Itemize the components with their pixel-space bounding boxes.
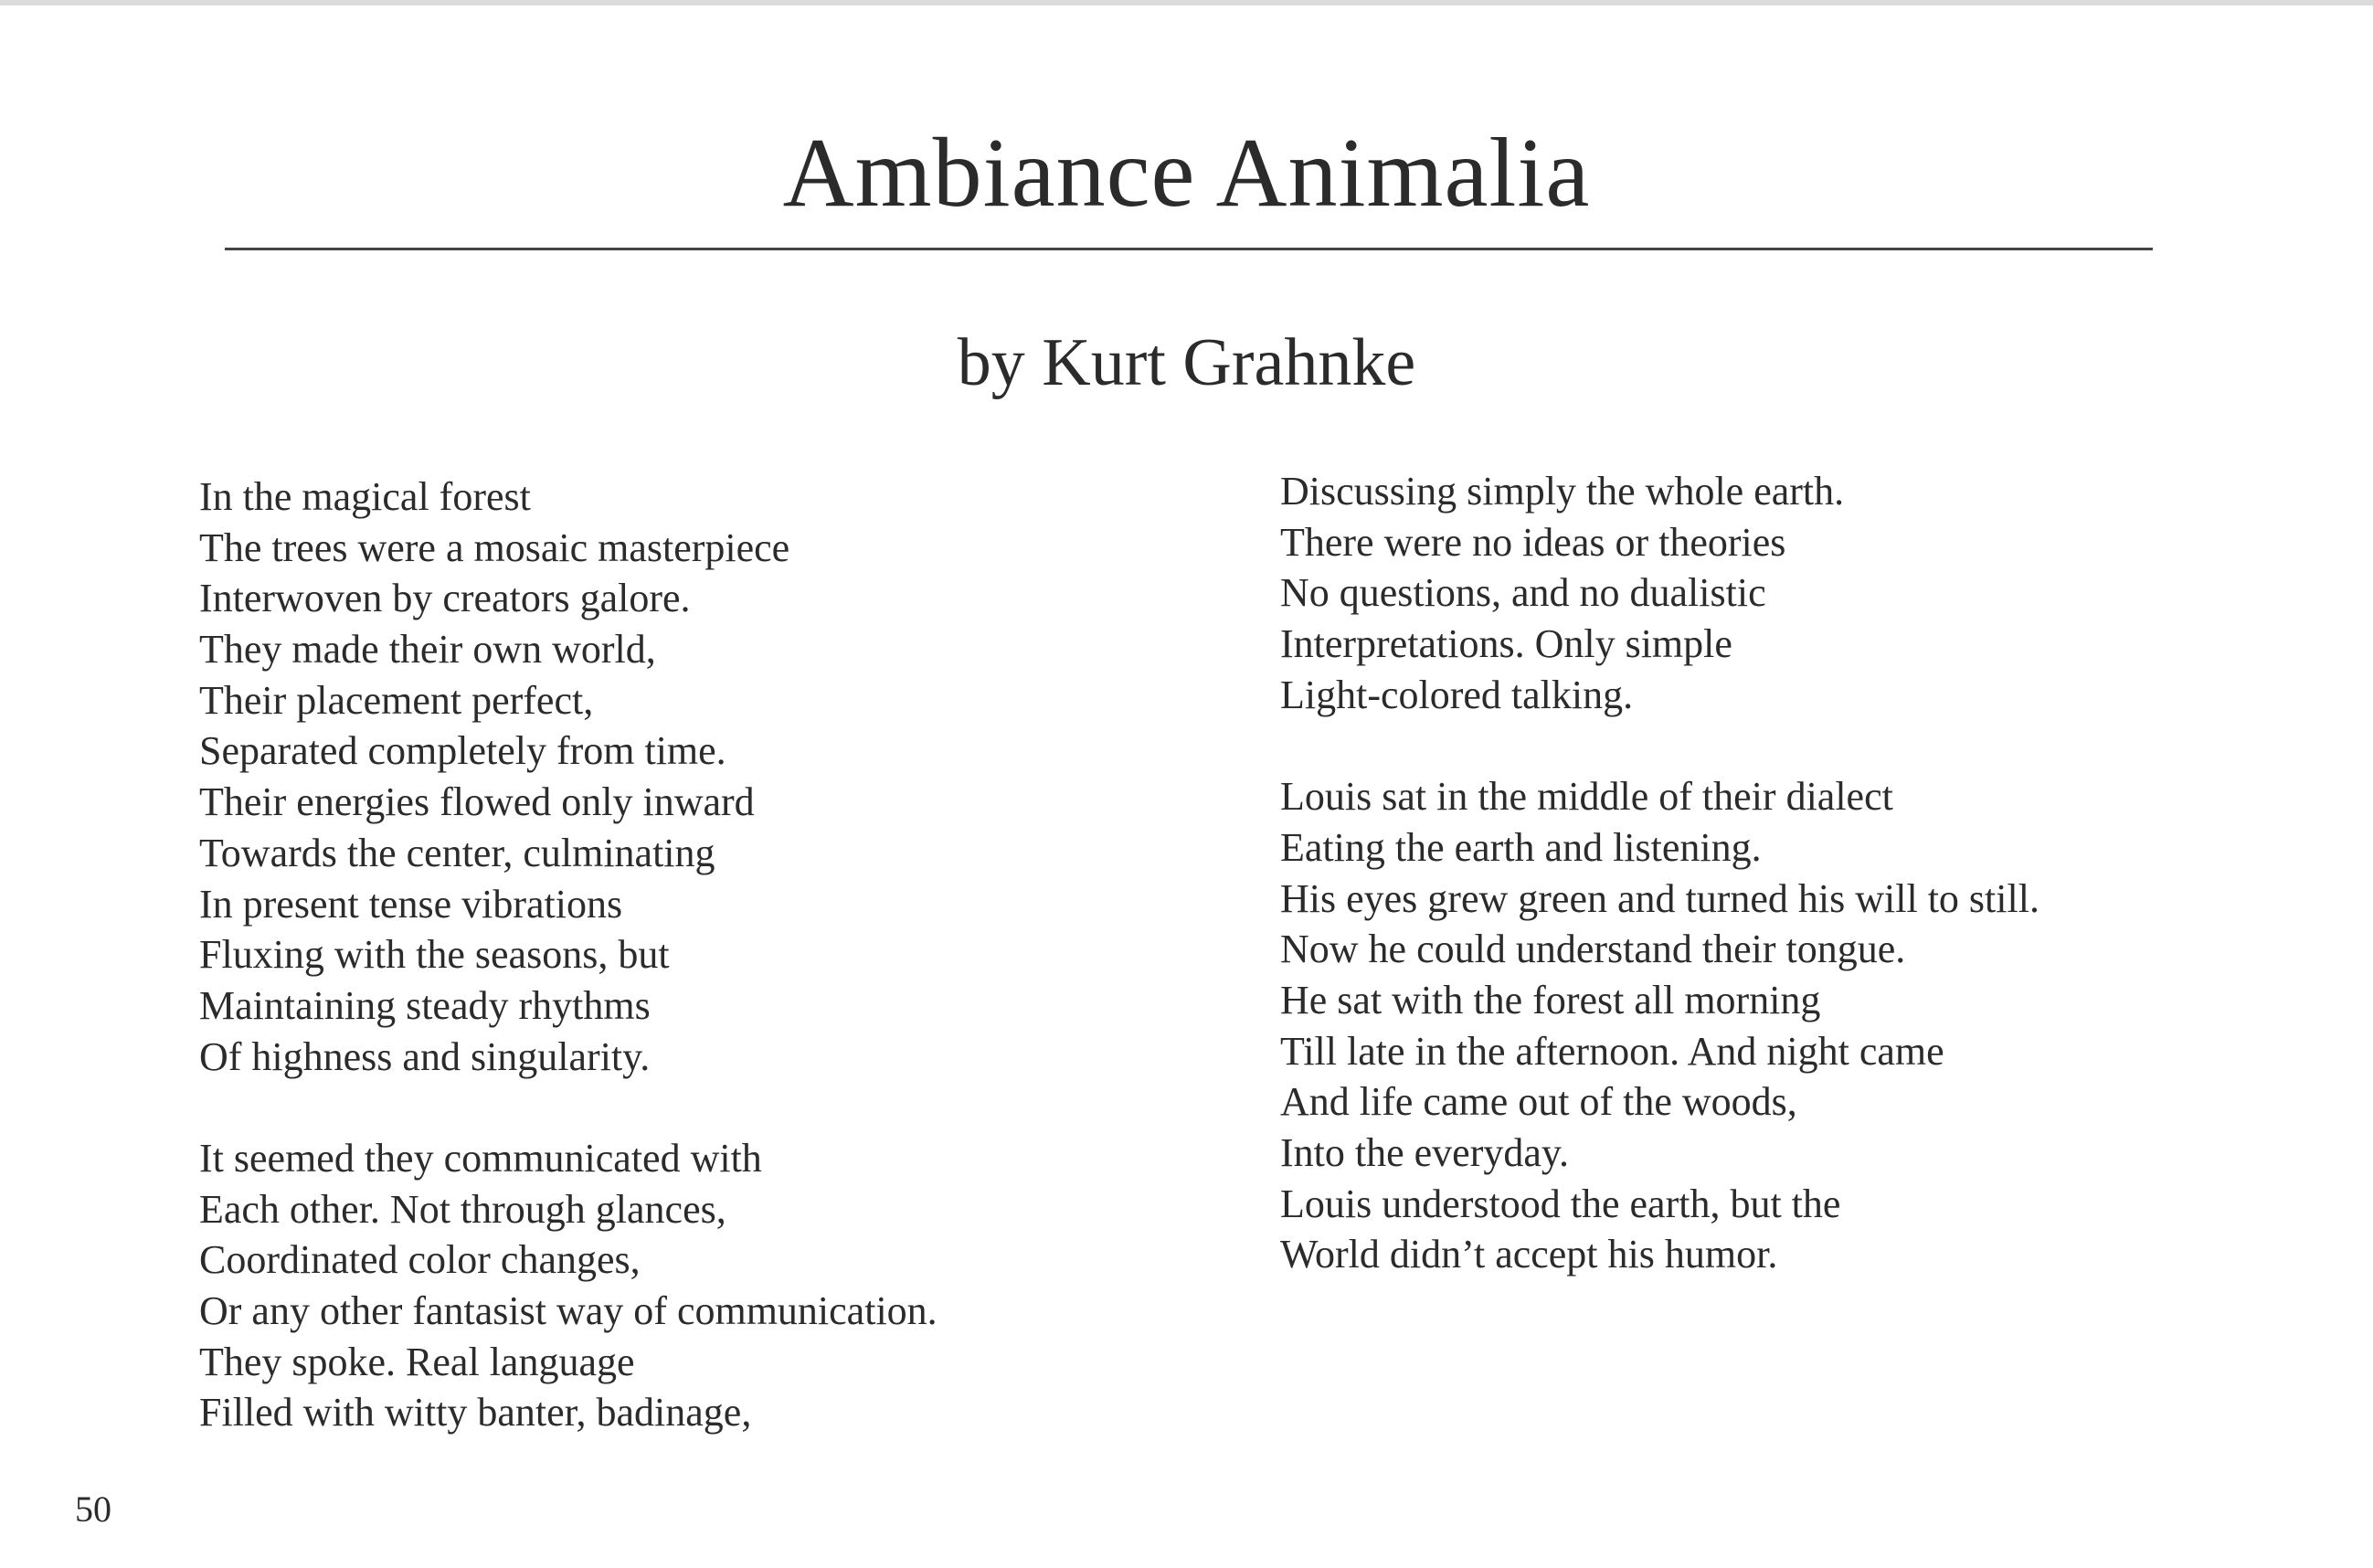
poem-line: Towards the center, culminating	[199, 830, 715, 875]
right-column	[1280, 466, 2331, 1280]
poem-line: The trees were a mosaic masterpiece	[199, 524, 790, 570]
right-stanza-2	[1280, 771, 2331, 1280]
poem-line: Into the everyday.	[1280, 1129, 1570, 1175]
poem-line: World didn’t accept his humor.	[1280, 1232, 1778, 1277]
left-stanza-2	[199, 1133, 1204, 1438]
poem-line: Interpretations. Only simple	[1280, 621, 1732, 667]
poem-line: His eyes grew green and turned his will to still.	[1280, 875, 2039, 921]
right-stanza-1	[1280, 466, 2331, 720]
poem-line: And life came out of the woods,	[1280, 1079, 1797, 1125]
poem-line: It seemed they communicated with	[199, 1135, 762, 1181]
poem-line: Fluxing with the seasons, but	[199, 932, 670, 978]
poem-line: In the magical forest	[199, 474, 531, 519]
poem-line: Now he could understand their tongue.	[1280, 927, 1906, 972]
poem-line: Their energies flowed only inward	[199, 779, 755, 825]
title-divider	[225, 248, 2153, 250]
poem-line: No questions, and no dualistic	[1280, 570, 1766, 616]
poem-line: They made their own world,	[199, 627, 656, 673]
stanza-break	[1280, 720, 2331, 771]
poem-line: Each other. Not through glances,	[199, 1186, 726, 1232]
poem-title: Ambiance Animalia	[782, 119, 1591, 228]
page-top-edge	[0, 0, 2373, 5]
poem-line: There were no ideas or theories	[1280, 519, 1786, 565]
poem-line: Discussing simply the whole earth.	[1280, 469, 1845, 514]
left-column	[199, 471, 1204, 1438]
poem-line: Till late in the afternoon. And night came	[1280, 1028, 1944, 1074]
poem-line: Louis sat in the middle of their dialect	[1280, 774, 1893, 820]
poem-line: He sat with the forest all morning	[1280, 977, 1821, 1022]
poem-line: Coordinated color changes,	[199, 1237, 641, 1283]
poem-line: Interwoven by creators galore.	[199, 576, 691, 621]
author-byline: by Kurt Grahnke	[957, 325, 1416, 400]
stanza-break	[199, 1082, 1204, 1133]
poem-line: In present tense vibrations	[199, 881, 623, 927]
poem-line: They spoke. Real language	[199, 1339, 635, 1384]
poem-line: Their placement perfect,	[199, 677, 594, 723]
poem-line: Maintaining steady rhythms	[199, 982, 651, 1028]
poem-line: Louis understood the earth, but the	[1280, 1181, 1841, 1226]
left-stanza-1	[199, 471, 1204, 1082]
poem-line: Eating the earth and listening.	[1280, 824, 1762, 870]
poem-line: Or any other fantasist way of communication.	[199, 1288, 938, 1333]
poem-line: Separated completely from time.	[199, 728, 726, 774]
poem-line: Of highness and singularity.	[199, 1033, 651, 1079]
poem-line: Filled with witty banter, badinage,	[199, 1390, 752, 1436]
page-number: 50	[75, 1489, 111, 1530]
poem-line: Light-colored talking.	[1280, 672, 1634, 717]
